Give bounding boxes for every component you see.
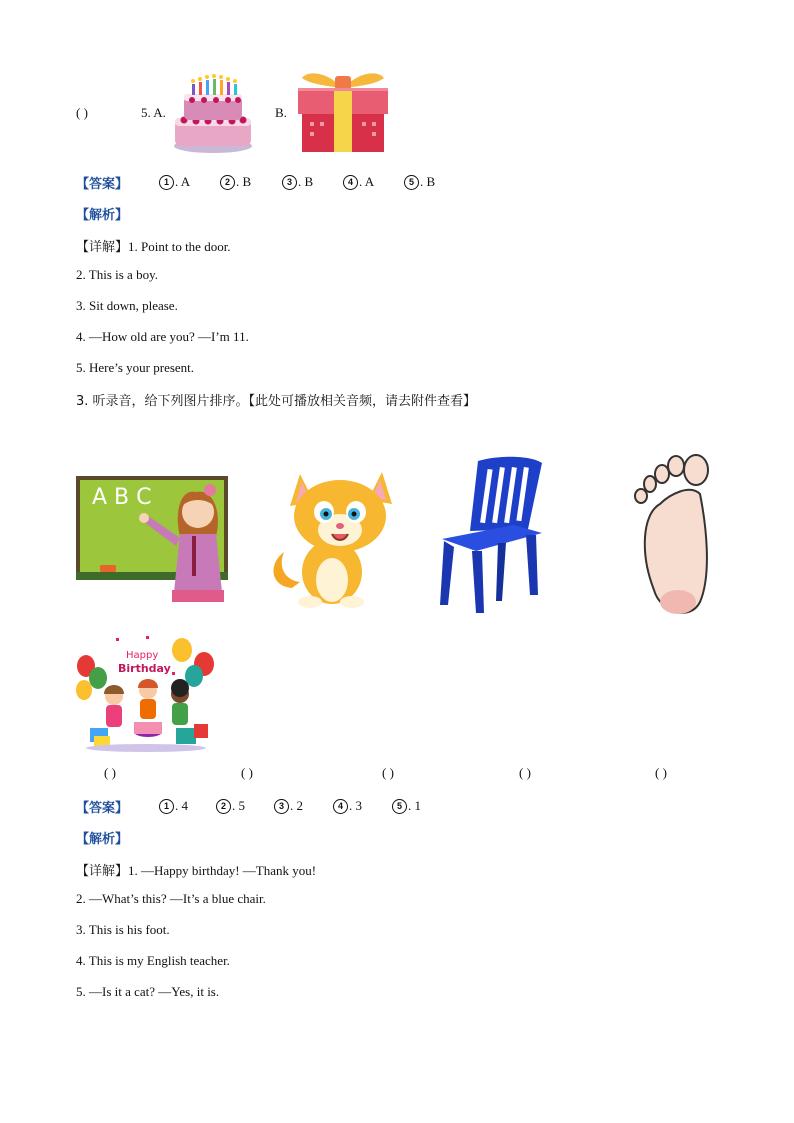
order-blank-5[interactable]: ( ) [655, 765, 667, 780]
svg-text:Happy: Happy [126, 650, 159, 661]
analysis-line: 3. This is his foot. [76, 922, 170, 937]
answer-tag: 【答案】 [76, 801, 129, 816]
answer-item: 3 . 2 [274, 798, 303, 815]
foot-image [630, 454, 712, 620]
question-label: 5. A. [141, 105, 166, 120]
analysis-line: 2. —What’s this? —It’s a blue chair. [76, 891, 266, 906]
answer-item: 4 . 3 [333, 798, 362, 815]
answer-item: 1 . A [159, 174, 190, 191]
birthday-cake-image [172, 70, 254, 154]
analysis-tag: 【解析】 [76, 832, 129, 847]
order-blank-4[interactable]: ( ) [519, 765, 531, 780]
section-3-title: 3. 听录音，给下列图片排序。【此处可播放相关音频，请去附件查看】 [76, 394, 477, 409]
analysis-line: 【详解】1. Point to the door. [76, 239, 231, 254]
gift-box-image [298, 70, 388, 152]
cat-image [270, 468, 398, 610]
order-blank-1[interactable]: ( ) [104, 765, 116, 780]
option-b-label: B. [275, 105, 287, 120]
analysis-line: 3. Sit down, please. [76, 298, 178, 313]
order-blank-3[interactable]: ( ) [382, 765, 394, 780]
english-teacher-image [76, 474, 230, 606]
order-blank-2[interactable]: ( ) [241, 765, 253, 780]
answer-item: 2 . 5 [216, 798, 245, 815]
answer-item: 5 . B [404, 174, 435, 191]
analysis-line: 4. This is my English teacher. [76, 953, 230, 968]
analysis-tag: 【解析】 [76, 208, 129, 223]
blue-chair-image [440, 455, 544, 615]
analysis-line: 4. —How old are you? —I’m 11. [76, 329, 249, 344]
birthday-party-image [76, 632, 216, 754]
answer-tag: 【答案】 [76, 177, 129, 192]
answer-item: 2 . B [220, 174, 251, 191]
answer-item: 5 . 1 [392, 798, 421, 815]
answer-item: 3 . B [282, 174, 313, 191]
analysis-line: 2. This is a boy. [76, 267, 158, 282]
svg-text:A B C: A B C [92, 485, 152, 510]
answer-item: 4 . A [343, 174, 374, 191]
analysis-line: 5. Here’s your present. [76, 360, 195, 375]
svg-text:Birthday: Birthday [118, 662, 171, 675]
answer-item: 1 . 4 [159, 798, 188, 815]
answer-parentheses: ( ) [76, 105, 88, 120]
analysis-line: 5. —Is it a cat? —Yes, it is. [76, 984, 220, 999]
analysis-line: 【详解】1. —Happy birthday! —Thank you! [76, 863, 317, 878]
